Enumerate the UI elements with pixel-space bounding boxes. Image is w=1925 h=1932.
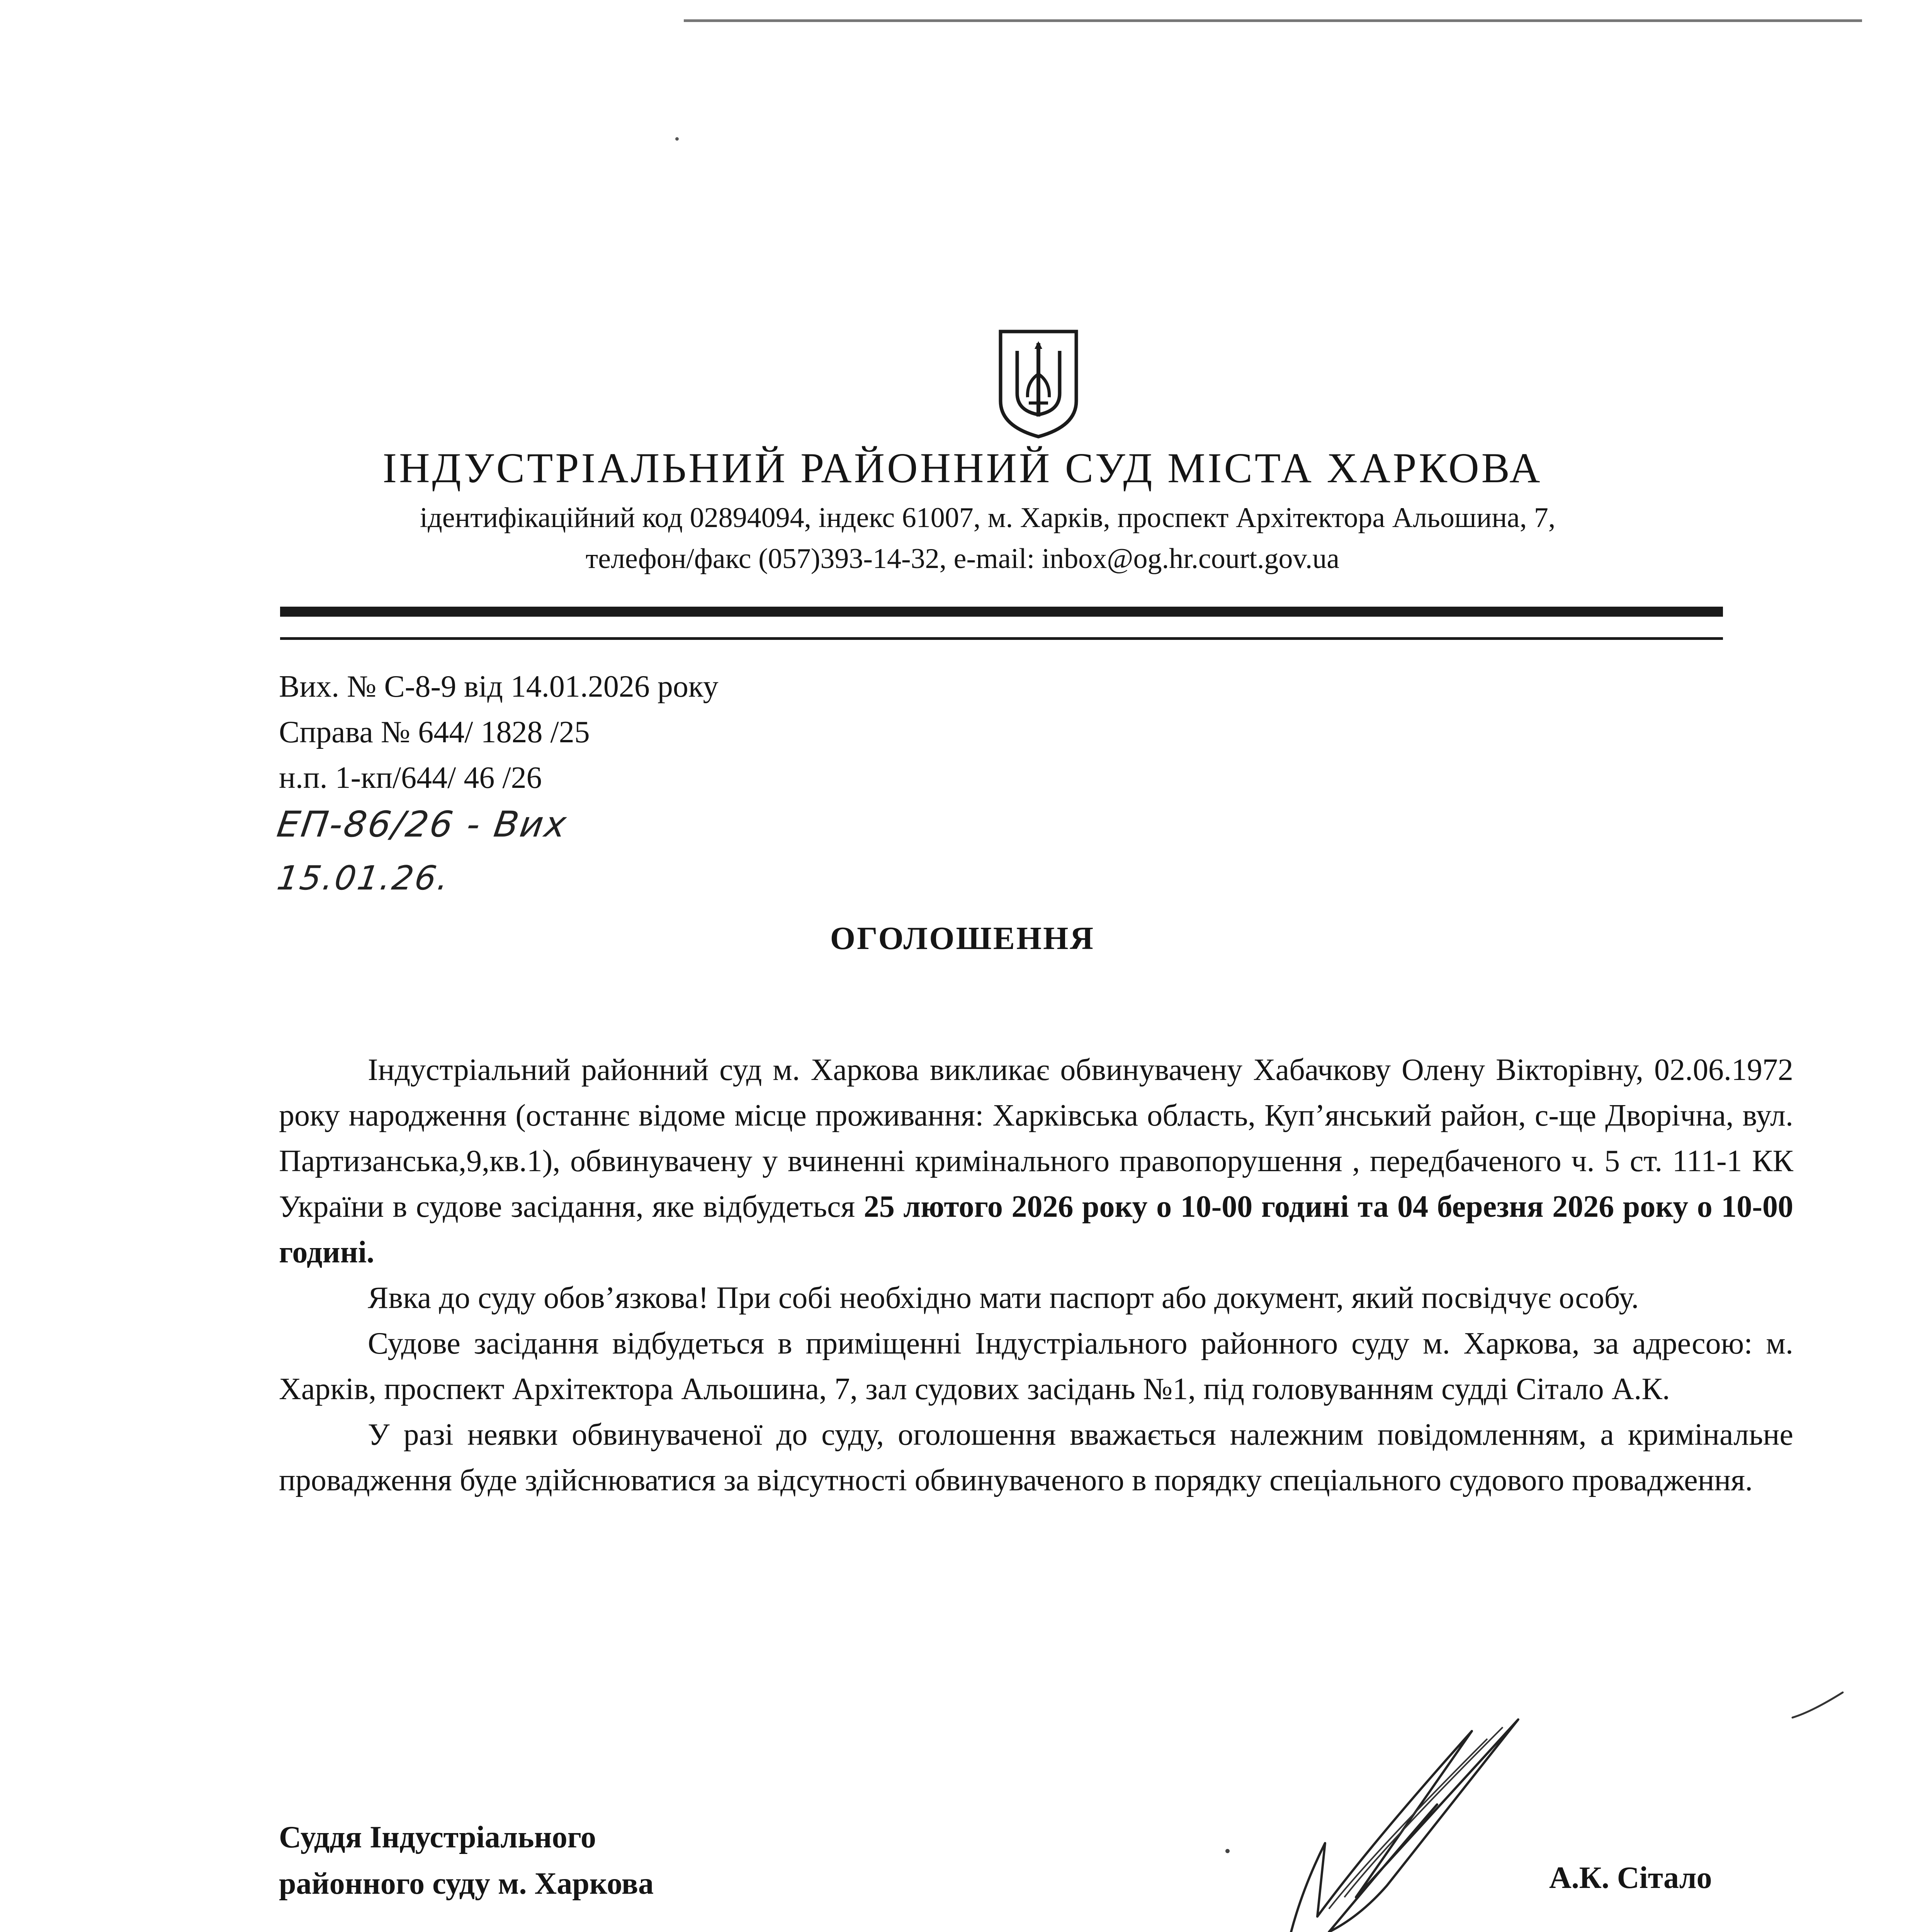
outgoing-number: Вих. № С-8-9 від 14.01.2026 року xyxy=(279,670,719,704)
reference-block xyxy=(279,664,719,801)
judge-position-line-2: районного суду м. Харкова xyxy=(279,1867,654,1901)
summons-text: Індустріальний районний суд м. Харкова викликає обвинувачену Хабачкову Олену Вікторівну, 02.06.1972 року народження (останнє відоме місце проживання: Харківська область, Куп’янський район, с-ще Дворічна, вул. Партизанська,9,кв.1), обвинувачену у вчиненні кримінального правопорушення , передбаченого ч. 5 ст. 111-1 КК України в судове засідання, яке відбудеться xyxy=(279,1053,1793,1224)
judge-position-line-1: Суддя Індустріального xyxy=(279,1820,596,1854)
paragraph-summons xyxy=(279,1047,1793,1275)
court-details-line-1: ідентифікаційний код 02894094, індекс 61007, м. Харків, проспект Архітектора Альошина, 7, xyxy=(420,502,1556,534)
top-scan-line xyxy=(684,19,1862,22)
paragraph-attendance: Явка до суду обов’язкова! При собі необхідно мати паспорт або документ, який посвідчує особу. xyxy=(368,1281,1639,1315)
header-rule-thick xyxy=(280,607,1723,617)
announcement-body xyxy=(279,1047,1793,1503)
handwritten-registration: ЕП-86/26 - Вих xyxy=(274,804,571,845)
handwritten-date: 15.01.26. xyxy=(274,859,453,898)
scan-speck xyxy=(675,137,679,141)
case-number: Справа № 644/ 1828 /25 xyxy=(279,715,590,749)
court-details-line-2: телефон/факс (057)393-14-32, e-mail: inbox@og.hr.court.gov.ua xyxy=(585,543,1340,575)
check-mark-icon xyxy=(1789,1689,1847,1727)
scan-speck-2 xyxy=(1225,1849,1230,1853)
paragraph-consequences: У разі неявки обвинуваченої до суду, оголошення вважається належним повідомленням, а кримінальне провадження буде здійснюватися за відсутності обвинуваченого в порядку спеціального судового провадження. xyxy=(279,1418,1793,1497)
paragraph-location: Судове засідання відбудеться в приміщенні Індустріального районного суду м. Харкова, за адресою: м. Харків, проспект Архітектора Альошина, 7, зал судових засідань №1, під головуванням судді Сітало А.К. xyxy=(279,1327,1793,1406)
hearing-dates: 25 лютого 2026 року о 10-00 годині та 04 березня 2026 року о 10-00 годині. xyxy=(279,1190,1794,1269)
judge-position xyxy=(279,1814,654,1907)
judge-name: А.К. Сітало xyxy=(1549,1861,1712,1895)
proceeding-number: н.п. 1-кп/644/ 46 /26 xyxy=(279,761,542,795)
coat-of-arms-icon xyxy=(996,328,1081,440)
document-title: ОГОЛОШЕННЯ xyxy=(830,920,1095,956)
court-name: ІНДУСТРІАЛЬНИЙ РАЙОННИЙ СУД МІСТА ХАРКОВА xyxy=(382,444,1543,492)
handwritten-signature xyxy=(1271,1716,1534,1932)
header-rule-thin xyxy=(280,637,1723,640)
